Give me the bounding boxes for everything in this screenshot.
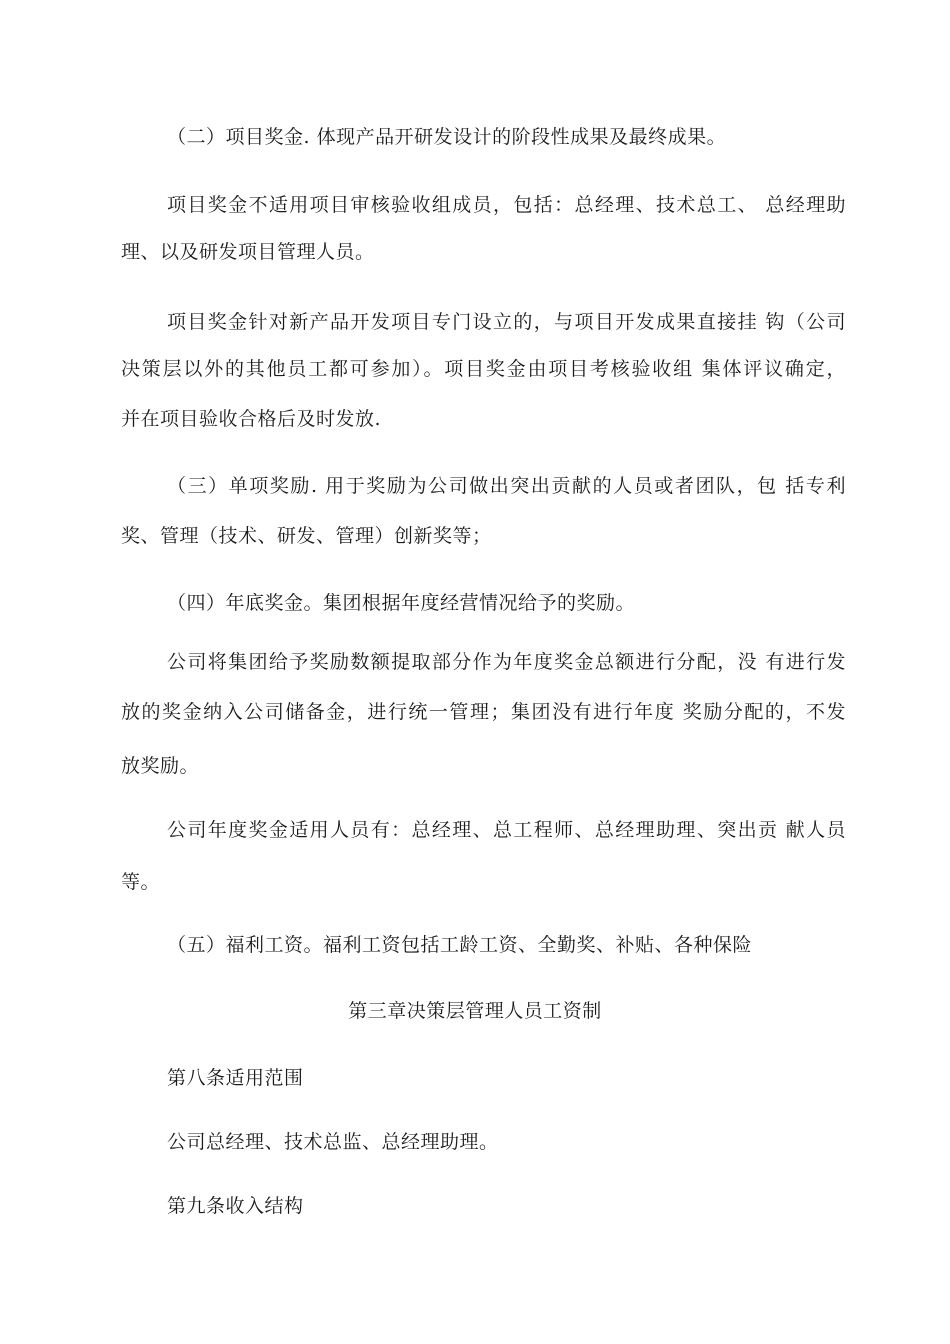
paragraph-line: 奖、管理（技术、研发、管理）创新奖等；	[121, 525, 492, 547]
paragraph-line: 决策层以外的其他员工都可参加）。项目奖金由项目考核验收组 集体评议确定，	[121, 358, 846, 380]
paragraph-line: 等。	[121, 871, 161, 893]
paragraph-line: 放的奖金纳入公司储备金，进行统一管理；集团没有进行年度 奖励分配的，不发	[121, 701, 846, 723]
paragraph-line: 公司年度奖金适用人员有：总经理、总工程师、总经理助理、突出贡 献人员	[167, 819, 846, 841]
article-heading: 第九条收入结构	[167, 1195, 304, 1217]
year-end-bonus-heading: （四）年底奖金。集团根据年度经营情况给予的奖励。	[167, 592, 636, 614]
paragraph-line: 项目奖金针对新产品开发项目专门设立的，与项目开发成果直接挂 钩（公司	[167, 311, 846, 333]
article-heading: 第八条适用范围	[167, 1067, 304, 1089]
chapter-title: 第三章决策层管理人员工资制	[348, 1000, 602, 1022]
paragraph-line: 项目奖金不适用项目审核验收组成员，包括：总经理、技术总工、 总经理助	[167, 194, 846, 216]
paragraph-line: 理、以及研发项目管理人员。	[121, 241, 375, 263]
paragraph-line: 公司将集团给予奖励数额提取部分作为年度奖金总额进行分配，没 有进行发	[167, 651, 846, 673]
paragraph-line: 公司总经理、技术总监、总经理助理。	[167, 1131, 499, 1153]
welfare-wage-heading: （五）福利工资。福利工资包括工龄工资、全勤奖、补贴、各种保险	[167, 934, 753, 956]
single-award-heading: （三）单项奖励. 用于奖励为公司做出突出贡献的人员或者团队，包 括专利	[167, 475, 846, 497]
project-bonus-heading: （二）项目奖金. 体现产品开研发设计的阶段性成果及最终成果。	[167, 126, 727, 148]
paragraph-line: 并在项目验收合格后及时发放.	[121, 408, 382, 430]
paragraph-line: 放奖励。	[121, 755, 200, 777]
